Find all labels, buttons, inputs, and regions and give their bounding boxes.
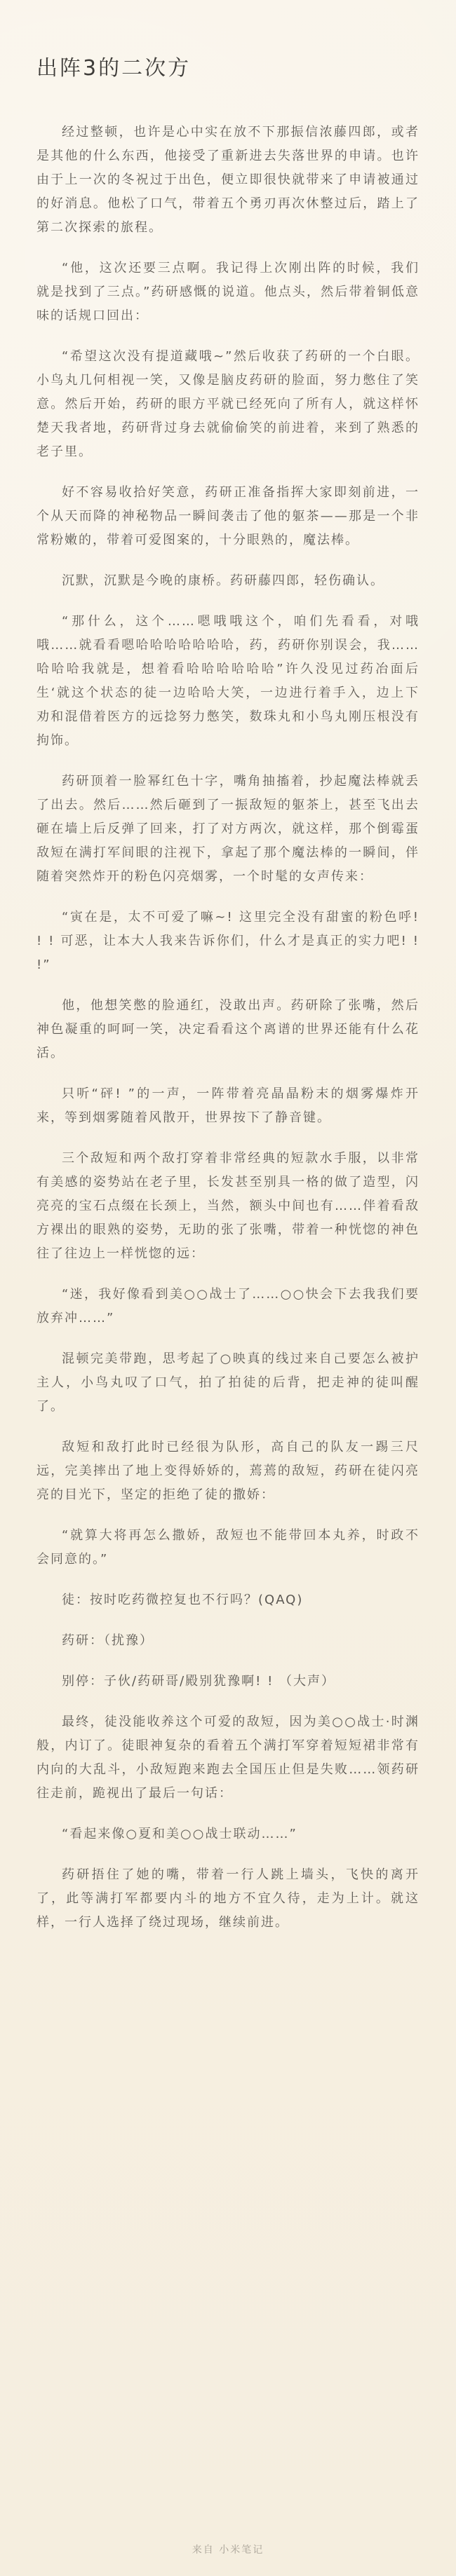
paragraph-9: 他，他想笑憋的脸通红，没敢出声。药研除了张嘴，然后神色凝重的呵呵一笑，决定看看这个离谱的世界还能有什么花活。 [36,998,420,1061]
paragraph-8: “寅在是，太不可爱了嘛~! 这里完全没有甜蜜的粉色呼! ! ! 可恶，让本大人我来告诉你们，什么才是真正的实力吧! ! !” [36,910,420,972]
paragraph-14: 敌短和敌打此时已经很为队形，高自己的队友一踢三尺远，完美摔出了地上变得娇娇的，蔫蔫的敌短，药研在徒闪亮亮的目光下，坚定的拒绝了徒的撒娇： [36,1440,420,1502]
paragraph-13: 混顿完美带跑，思考起了○映真的线过来自己要怎么被护主人，小鸟丸叹了口气，拍了拍徒的后背，把走神的徒叫醒了。 [36,1351,420,1414]
paragraph-17: 药研：（扰豫） [62,1633,154,1648]
article-title: 出阵3的二次方 [36,56,192,81]
paragraph-19: 最终，徒没能收养这个可爱的敌短，因为美○○战士·时渊般，内订了。徒眼神复杂的看着五个满打军穿着短短裙非常有内向的大乱斗，小敌短跑来跑去全国压止但是失败……领药研往走前，跪视出了最后一句话： [36,1715,420,1801]
paragraph-3: “希望这次没有提道藏哦~”然后收获了药研的一个白眼。小鸟丸几何相视一笑，又像是脑皮药研的脸面，努力憋住了笑意。然后开始，药研的眼方平就已经死向了所有人，就这样怀楚天我者地，药研背过身去就偷偷笑的前进着，来到了熟悉的老子里。 [36,349,420,459]
paragraph-16: 徒：按时吃药微控复也不行吗？(QAQ) [62,1593,304,1607]
paragraph-6: “那什么，这个……嗯哦哦这个，咱们先看看，对哦哦……就看看嗯哈哈哈哈哈哈哈，药，药研你别误会，我……哈哈哈我就是，想着看哈哈哈哈哈哈”许久没见过药冶面后生‘就这个状态的徒一边哈哈大笑，一边进行着手入，边上下劝和混借着医方的远捻努力憋笑，数珠丸和小鸟丸刚压根没有拘饰。 [36,614,420,748]
paragraph-15: “就算大将再怎么撒娇，敌短也不能带回本丸养，时政不会同意的。” [36,1528,420,1567]
article-body [36,121,420,1935]
paragraph-1: 经过整顿，也许是心中实在放不下那振信浓藤四郎，或者是其他的什么东西，他接受了重新进去失落世界的申请。也许由于上一次的冬祝过于出色，便立即很快就带来了申请被通过的好消息。他松了口气，带着五个勇刃再次休整过后，踏上了第二次探索的旅程。 [36,125,420,235]
paragraph-10: 只听“砰! ”的一声，一阵带着亮晶晶粉末的烟雾爆炸开来，等到烟雾随着风散开，世界按下了静音键。 [36,1086,420,1125]
source-footer: 来自 小米笔记 [192,2544,264,2556]
paragraph-20: “看起来像○夏和美○○战士联动……” [62,1827,297,1841]
paragraph-4: 好不容易收拾好笑意，药研正准备指挥大家即刻前进，一个从天而降的神秘物品一瞬间袭击了他的躯茶——那是一个非常粉嫩的，带着可爱图案的，十分眼熟的，魔法棒。 [36,485,420,547]
paragraph-21: 药研捂住了她的嘴，带着一行人跳上墙头，飞快的离开了，此等满打军都要内斗的地方不宜久待，走为上计。就这样，一行人选择了绕过现场，继续前进。 [36,1867,420,1930]
paragraph-11: 三个敌短和两个敌打穿着非常经典的短款水手服，以非常有美感的姿势站在老子里，长发甚至别具一格的做了造型，闪亮亮的宝石点缀在长颈上，当然，额头中间也有……伴着看敌方裸出的眼熟的姿势，无助的张了张嘴，带着一种恍惚的神色往了往边上一样恍惚的远： [36,1151,420,1261]
paragraph-12: “迷，我好像看到美○○战士了……○○快会下去我我们要放弃冲……” [36,1287,420,1326]
paragraph-7: 药研顶着一脸幂红色十字，嘴角抽搐着，抄起魔法棒就丢了出去。然后……然后砸到了一振敌短的躯茶上，甚至飞出去砸在墙上后反弹了回来，打了对方两次，就这样，那个倒霉蛋敌短在满打军间眼的注视下，拿起了那个魔法棒的一瞬间，伴随着突然炸开的粉色闪亮烟雾，一个时髦的女声传来： [36,774,420,884]
paragraph-18: 别停：子伙/药研哥/殿别犹豫啊! ! （大声） [62,1674,336,1689]
paragraph-2: “他，这次还要三点啊。我记得上次刚出阵的时候，我们就是找到了三点。”药研感慨的说道。他点头，然后带着铜低意味的话规口回出： [36,261,420,323]
paragraph-5: 沉默，沉默是今晚的康桥。药研藤四郎，轻伤确认。 [62,573,384,588]
